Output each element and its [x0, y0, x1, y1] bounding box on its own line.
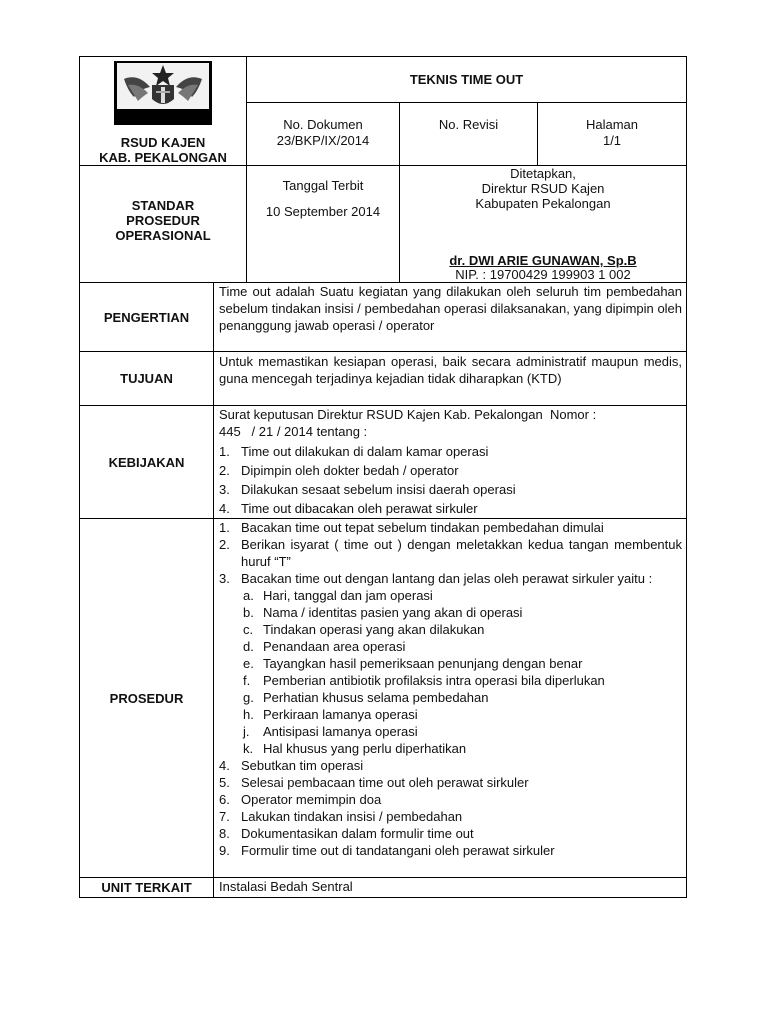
list-item: 3. Dilakukan sesaat sebelum insisi daerah operasi: [219, 482, 516, 497]
prosedur-sublist: [214, 587, 686, 757]
sop-table: [79, 56, 687, 898]
approval-line-3: Kabupaten Pekalongan: [475, 196, 611, 211]
list-item: 5. Selesai pembacaan time out oleh perawat sirkuler: [219, 775, 529, 790]
unit-terkait-cell: [214, 878, 687, 898]
list-item: 6. Operator memimpin doa: [219, 792, 382, 807]
list-item: 2. Berikan isyarat ( time out ) dengan meletakkan kedua tangan membentuk huruf “T”: [219, 537, 683, 569]
list-item: 4. Sebutkan tim operasi: [219, 758, 364, 773]
approval-cell: [400, 166, 687, 283]
kebijakan-cell: [214, 406, 687, 519]
tujuan-label: TUJUAN: [80, 352, 214, 406]
list-item: c. Tindakan operasi yang akan dilakukan: [243, 622, 485, 637]
list-item: 4. Time out dibacakan oleh perawat sirkuler: [219, 501, 478, 516]
tujuan-text: Untuk memastikan kesiapan operasi, baik secara administratif maupun medis, guna mencegah terjadinya kejadian tidak diharapkan (KTD): [219, 354, 683, 386]
list-item: 7. Lakukan tindakan insisi / pembedahan: [219, 809, 463, 824]
kebijakan-list: [214, 442, 686, 518]
approval-line-1: Ditetapkan,: [510, 166, 576, 181]
list-item: a. Hari, tanggal dan jam operasi: [243, 588, 433, 603]
revision-label: No. Revisi: [438, 117, 499, 132]
kebijakan-label: KEBIJAKAN: [80, 406, 214, 519]
list-item: 1. Time out dilakukan di dalam kamar operasi: [219, 444, 489, 459]
page-value: 1/1: [602, 133, 622, 148]
kebijakan-intro-1: Surat keputusan Direktur RSUD Kajen Kab. Pekalongan Nomor :: [219, 407, 597, 422]
sop-line-2: PROSEDUR: [126, 213, 200, 228]
prosedur-cell: [214, 519, 687, 878]
revision-cell: [400, 103, 538, 166]
list-item: e. Tayangkan hasil pemeriksaan penunjang dengan benar: [243, 656, 583, 671]
list-item: 1. Bacakan time out tepat sebelum tindakan pembedahan dimulai: [219, 520, 604, 535]
pekalongan-regency-emblem-icon: [114, 61, 212, 125]
issue-label: Tanggal Terbit: [282, 178, 364, 193]
hospital-name: RSUD KAJEN: [120, 135, 206, 150]
kebijakan-intro-2: 445 / 21 / 2014 tentang :: [219, 424, 368, 439]
prosedur-label: PROSEDUR: [80, 519, 214, 878]
approval-line-2: Direktur RSUD Kajen: [481, 181, 605, 196]
list-item: d. Penandaan area operasi: [243, 639, 406, 654]
regency-name: KAB. PEKALONGAN: [99, 150, 227, 165]
unit-terkait-label: UNIT TERKAIT: [80, 878, 214, 898]
hospital-cell: [80, 57, 247, 166]
list-item: 2. Dipimpin oleh dokter bedah / operator: [219, 463, 459, 478]
sop-line-3: OPERASIONAL: [115, 228, 211, 243]
prosedur-list: [214, 519, 686, 587]
sop-line-1: STANDAR: [131, 198, 195, 213]
list-item: k. Hal khusus yang perlu diperhatikan: [243, 741, 467, 756]
pengertian-label: PENGERTIAN: [80, 283, 214, 352]
pengertian-cell: [214, 283, 687, 352]
list-item: b. Nama / identitas pasien yang akan di operasi: [243, 605, 523, 620]
document-title: TEKNIS TIME OUT: [247, 57, 687, 103]
pengertian-text: Time out adalah Suatu kegiatan yang dilakukan oleh seluruh tim pembedahan sebelum tindakan insisi / pembedahan operasi dilaksanakan, yang dipimpin oleh penanggung jawab operasi / operator: [219, 284, 683, 333]
issue-cell: [247, 166, 400, 283]
list-item: h. Perkiraan lamanya operasi: [243, 707, 418, 722]
unit-terkait-text: Instalasi Bedah Sentral: [219, 879, 353, 894]
sop-document: [79, 56, 686, 898]
list-item: 3. Bacakan time out dengan lantang dan jelas oleh perawat sirkuler yaitu :: [219, 571, 653, 586]
doc-number-cell: [247, 103, 400, 166]
prosedur-list-rest: [214, 757, 686, 859]
sop-label-cell: [80, 166, 247, 283]
signer-nip: NIP. : 19700429 199903 1 002: [455, 267, 631, 282]
issue-date: 10 September 2014: [265, 204, 381, 219]
list-item: g. Perhatian khusus selama pembedahan: [243, 690, 489, 705]
list-item: f. Pemberian antibiotik profilaksis intra operasi bila diperlukan: [243, 673, 605, 688]
page-cell: [538, 103, 687, 166]
signer-name: dr. DWI ARIE GUNAWAN, Sp.B: [449, 253, 637, 268]
hospital-logo: [114, 61, 212, 125]
list-item: 8. Dokumentasikan dalam formulir time out: [219, 826, 474, 841]
tujuan-cell: [214, 352, 687, 406]
page-label: Halaman: [585, 117, 639, 132]
doc-number-value: 23/BKP/IX/2014: [276, 133, 370, 148]
list-item: j. Antisipasi lamanya operasi: [243, 724, 418, 739]
list-item: 9. Formulir time out di tandatangani oleh perawat sirkuler: [219, 843, 555, 858]
doc-number-label: No. Dokumen: [283, 117, 363, 132]
